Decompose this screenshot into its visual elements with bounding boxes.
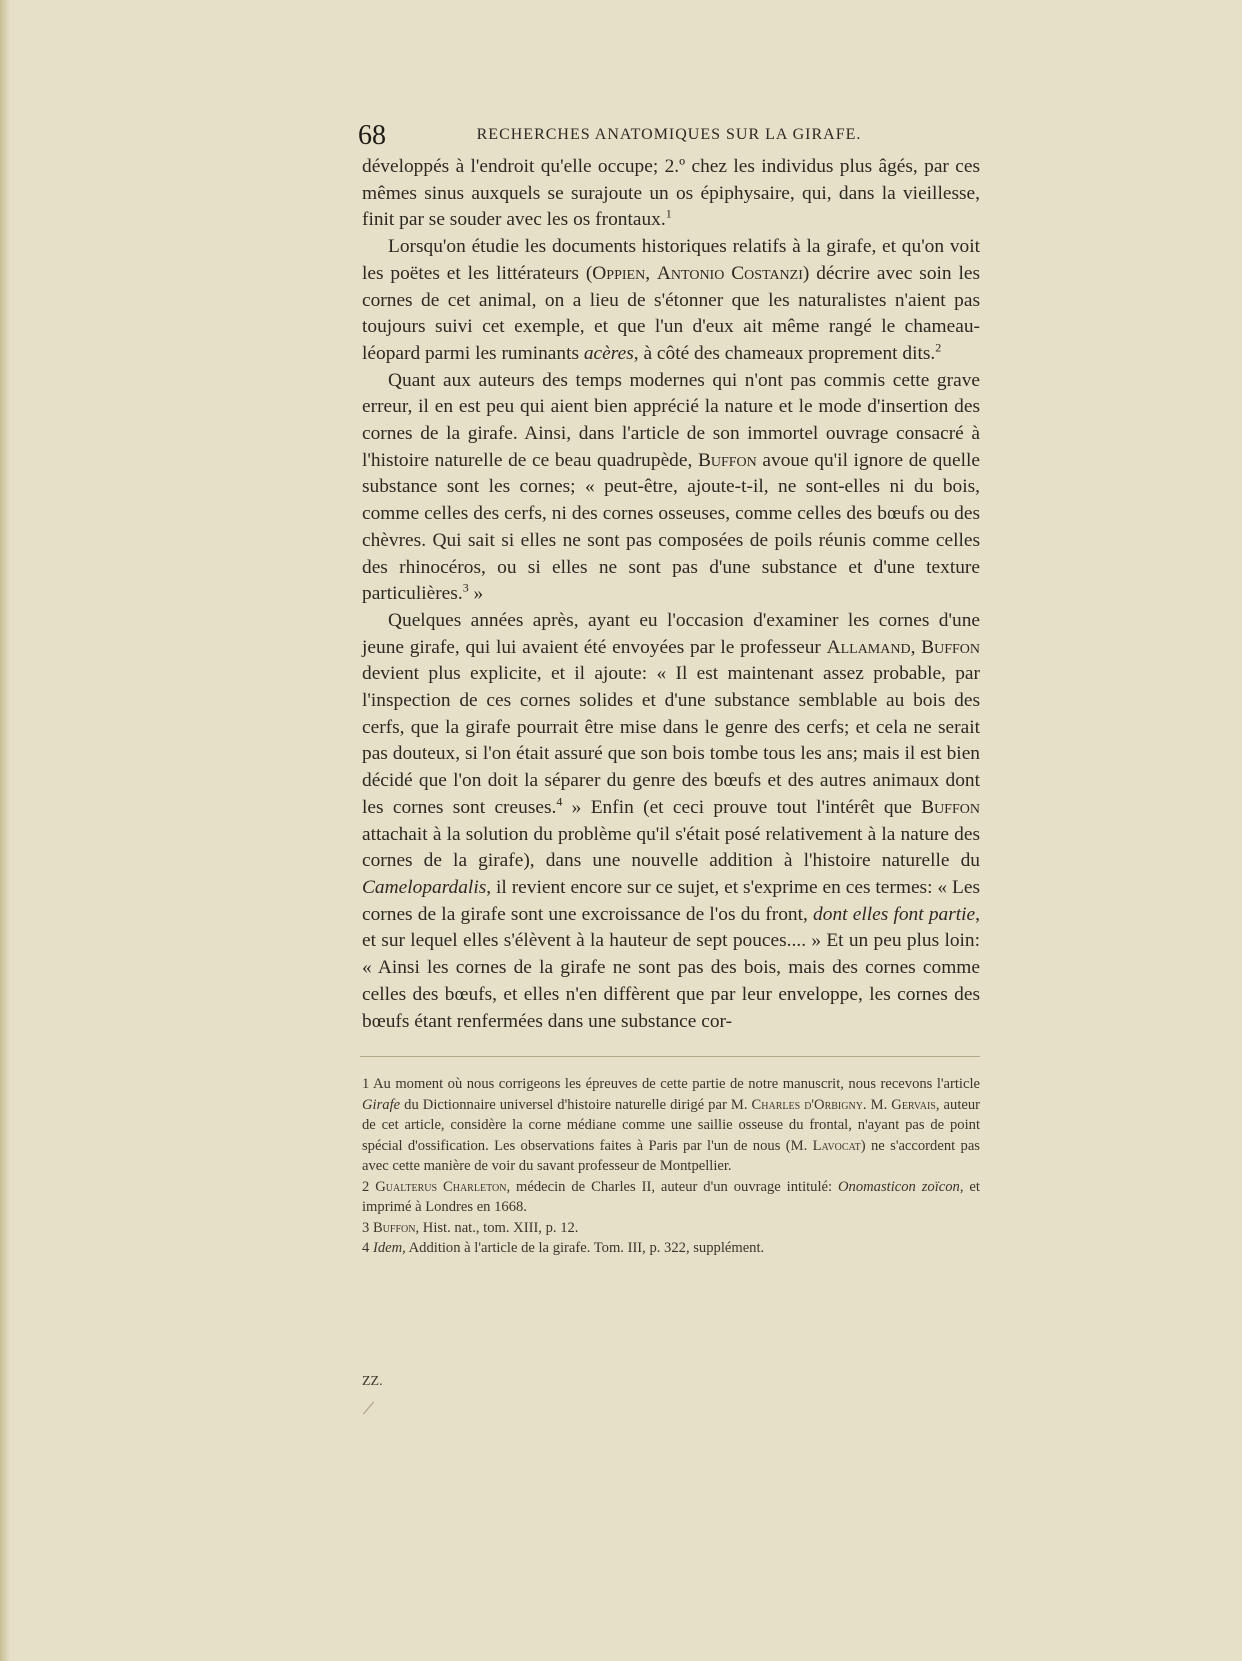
author-name: Buffon	[921, 796, 980, 818]
paragraph-2: Lorsqu'on étudie les documents historiques relatifs à la girafe, et qu'on voit les poëtes et les littérateurs (Oppien, Antonio Costanzi) décrire avec soin les cornes de cet animal, on a lieu de s'étonner que les naturalistes n'aient pas toujours suivi cet exemple, et que l'un d'eux ait même rangé le chameau-léopard parmi les ruminants acères, à côté des chameaux proprement dits.$^2$	[362, 236, 980, 364]
footnote-divider	[360, 1056, 980, 1057]
page-header	[358, 120, 980, 150]
page-edge	[0, 0, 10, 1661]
paragraph-1: développés à l'endroit qu'elle occupe; 2.º chez les individus plus âgés, par ces mêmes sinus auxquels se surajoute un os épiphysaire, qui, dans la vieillesse, finit par se souder avec les os frontaux.$^1$	[362, 156, 980, 231]
note-ref-4: 4	[556, 794, 563, 809]
paragraph-3: Quant aux auteurs des temps modernes qui n'ont pas commis cette grave erreur, il en est peu qui aient bien apprécié la nature et le mode d'insertion des cornes de la girafe. Ainsi, dans l'article de son immortel ouvrage consacré à l'histoire naturelle de ce beau quadrupède, Buffon avoue qu'il ignore de quelle substance sont les cornes; « peut-être, ajoute-t-il, ne sont-elles ni du bois, comme celles des cerfs, ni des cornes osseuses, comme celles des bœufs ou des chèvres. Qui sait si elles ne sont pas composées de poils réunis comme celles des rhinocéros, ou si elles ne sont pas d'une substance et d'une texture particulières.$^3$ »	[362, 369, 980, 605]
footnote-2: 2 Gualterus Charleton, médecin de Charles II, auteur d'un ouvrage intitulé: Onomasticon zoïcon, et imprimé à Londres en 1668.	[362, 1178, 980, 1215]
body-text	[362, 154, 980, 1035]
italic-term: Camelopardalis	[362, 876, 487, 898]
footnotes	[362, 1074, 980, 1259]
stray-mark	[363, 1402, 374, 1415]
author-name: Oppien	[592, 262, 646, 284]
page-number: 68	[358, 120, 386, 151]
note-ref-3: 3	[462, 580, 469, 595]
italic-term: dont elles font partie	[813, 903, 976, 925]
italic-term: acères	[583, 342, 634, 364]
running-title: RECHERCHES ANATOMIQUES SUR LA GIRAFE.	[476, 126, 862, 143]
paragraph-4: Quelques années après, ayant eu l'occasion d'examiner les cornes d'une jeune girafe, qui lui avaient été envoyées par le professeur Allamand, Buffon devient plus explicite, et il ajoute: « Il est maintenant assez probable, par l'inspection de ces cornes solides et d'une substance semblable au bois des cerfs, que la girafe pourrait être mise dans le genre des cerfs; et cela ne serait pas douteux, si l'on était assuré que son bois tombe tous les ans; mais il est bien décidé que l'on doit la séparer du genre des bœufs et des autres animaux dont les cornes sont creuses.$^4$ » Enfin (et ceci prouve tout l'intérêt que Buffon attachait à la solution du problème qu'il s'était posé relativement à la nature des cornes de la girafe), dans une nouvelle addition à l'histoire naturelle du Camelopardalis, il revient encore sur ce sujet, et s'exprime en ces termes: « Les cornes de la girafe sont une excroissance de l'os du front, dont elles font partie, et sur lequel elles s'élèvent à la hauteur de sept pouces.... » Et un peu plus loin: « Ainsi les cornes de la girafe ne sont pas des bois, mais des cornes comme celles des bœufs, et elles n'en diffèrent que par leur enveloppe, les cornes des bœufs étant renfermées dans une substance cor-	[362, 609, 980, 1032]
author-name: Buffon	[921, 636, 980, 658]
signature-mark: ZZ.	[362, 1374, 383, 1389]
footnote-3: 3 Buffon, Hist. nat., tom. XIII, p. 12.	[362, 1219, 579, 1236]
author-name: Buffon	[697, 449, 757, 471]
author-name: Antonio Costanzi	[656, 262, 803, 284]
author-name: Allamand	[826, 636, 911, 658]
note-ref-2: 2	[935, 340, 942, 355]
footnote-4: 4 Idem, Addition à l'article de la girafe. Tom. III, p. 322, supplément.	[362, 1240, 765, 1256]
note-ref-1: 1	[665, 206, 672, 221]
footnote-1: 1 Au moment où nous corrigeons les épreuves de cette partie de notre manuscrit, nous recevons l'article Girafe du Dictionnaire universel d'histoire naturelle dirigé par M. Charles d'Orbigny. M. Gervais, auteur de cet article, considère la corne médiane comme une saillie osseuse du frontal, n'ayant pas de point spécial d'ossification. Les observations faites à Paris par l'un de nous (M. Lavocat) ne s'accordent pas avec cette manière de voir du savant professeur de Montpellier.	[362, 1076, 981, 1174]
